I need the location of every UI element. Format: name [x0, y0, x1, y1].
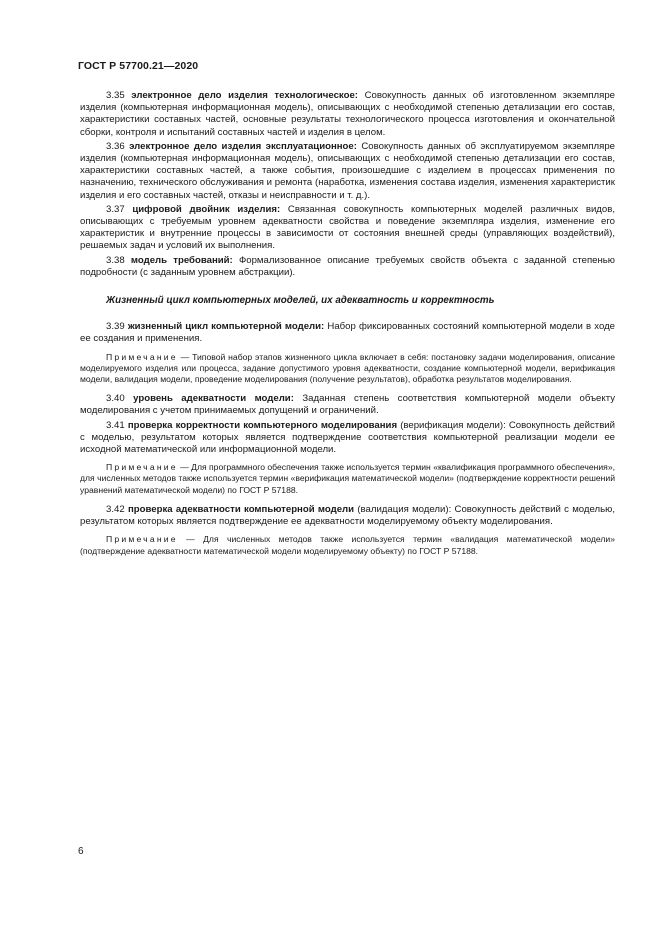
- note-text: — Для программного обеспечения также используется термин «квалификация программного обеспечения», для численных методов также используется термин «верификация математической модели» (подтверждение корректности решений уравнений математической модели) по ГОСТ Р 57188.: [80, 462, 615, 495]
- entry-3-38: [80, 255, 615, 279]
- section-title: Жизненный цикл компьютерных моделей, их адекватность и корректность: [106, 295, 495, 307]
- entry-number: 3.37: [106, 203, 125, 215]
- entry-term: проверка корректности компьютерного моделирования: [127, 419, 398, 431]
- entry-number: 3.42: [106, 503, 125, 515]
- entry-text: (валидация модели): Совокупность действий с моделью, результатом которых является подтверждение ее адекватности моделируемому объекту моделирования.: [80, 503, 615, 528]
- entry-text: (верификация модели): Совокупность действий с моделью, результатом которых является подтверждение соответствия компьютерной реализации модели ее исходной математической или информационной модели.: [80, 419, 616, 456]
- entry-3-41: [80, 420, 615, 457]
- entry-3-37: [80, 204, 615, 253]
- note-3-41: [80, 462, 615, 496]
- note-3-42: [80, 534, 615, 556]
- entry-3-36: [80, 141, 615, 202]
- note-label: Примечание: [106, 351, 178, 362]
- entry-term: модель требований:: [130, 254, 233, 266]
- entry-number: 3.35: [106, 90, 125, 101]
- entry-term: проверка адекватности компьютерной модели: [127, 503, 355, 515]
- entry-text: Заданная степень соответствия компьютерной модели объекту моделирования с учетом принимаемых допущений и ограничений.: [80, 393, 615, 417]
- note-text: — Типовой набор этапов жизненного цикла включает в себя: постановку задачи моделирования, описание моделируемого изделия или процесса, задание допустимого уровня адекватности, создание компьютерной модели, верификация модели, валидация модели, проведение моделирования (получение результатов), обработка результатов моделирования.: [80, 351, 615, 385]
- entry-term: цифровой двойник изделия:: [132, 203, 281, 215]
- entry-number: 3.38: [106, 254, 125, 266]
- entry-text: Формализованное описание требуемых свойств объекта с заданной степенью подробности (с заданным уровнем абстракции).: [80, 254, 615, 278]
- entry-number: 3.41: [106, 419, 125, 431]
- entry-3-40: [80, 393, 615, 417]
- entry-3-39: [80, 321, 615, 345]
- document-body: [80, 90, 615, 565]
- entry-term: уровень адекватности модели:: [133, 393, 294, 405]
- entry-text: Совокупность данных об изготовленном экземпляре изделия (компьютерная информационная модель), описывающих с необходимой степенью детализации его состав, характеристики составных частей, основные результаты технологического процесса изготовления и окончательной сборки, контроля и испытаний составных частей и изделия в целом.: [80, 90, 615, 138]
- entry-3-35: [80, 90, 615, 139]
- entry-term: жизненный цикл компьютерной модели:: [127, 321, 325, 333]
- entry-number: 3.40: [106, 393, 125, 405]
- entry-number: 3.39: [106, 321, 125, 333]
- entry-3-42: [80, 504, 615, 528]
- page-number: 6: [78, 846, 84, 857]
- entry-term: электронное дело изделия эксплуатационное:: [129, 140, 357, 152]
- note-3-39: [80, 352, 615, 386]
- entry-number: 3.36: [106, 140, 125, 152]
- document-header: ГОСТ Р 57700.21—2020: [78, 60, 199, 72]
- entry-text: Связанная совокупность компьютерных моделей различных видов, описывающих с требуемым уровнем адекватности свойства и поведение экземпляра изделия, изменение его характеристик и внутренние процессы в зависимости от состояния внешней среды (управляющих воздействий), решаемых задач и условий их выполнения.: [80, 203, 615, 252]
- note-text: — Для численных методов также используется термин «валидация математической модели» (подтверждение адекватности математической модели моделируемому объекту) по ГОСТ Р 57188.: [80, 534, 615, 556]
- note-label: Примечание: [106, 462, 178, 473]
- note-label: Примечание: [106, 534, 178, 545]
- entry-text: Совокупность данных об эксплуатируемом экземпляре изделия (компьютерная информационная модель), описывающих с необходимой степенью детализации его состав, характеристики составных частей, а также события, произошедшие с изделием в процессах применения по назначению, технического обслуживания и ремонта (наработка, изменения состава изделия, изменения характеристик изделия и его составных частей, отказы и неисправности и т. д.).: [80, 140, 616, 201]
- entry-term: электронное дело изделия технологическое:: [131, 90, 358, 101]
- entry-text: Набор фиксированных состояний компьютерной модели в ходе ее создания и применения.: [80, 321, 616, 345]
